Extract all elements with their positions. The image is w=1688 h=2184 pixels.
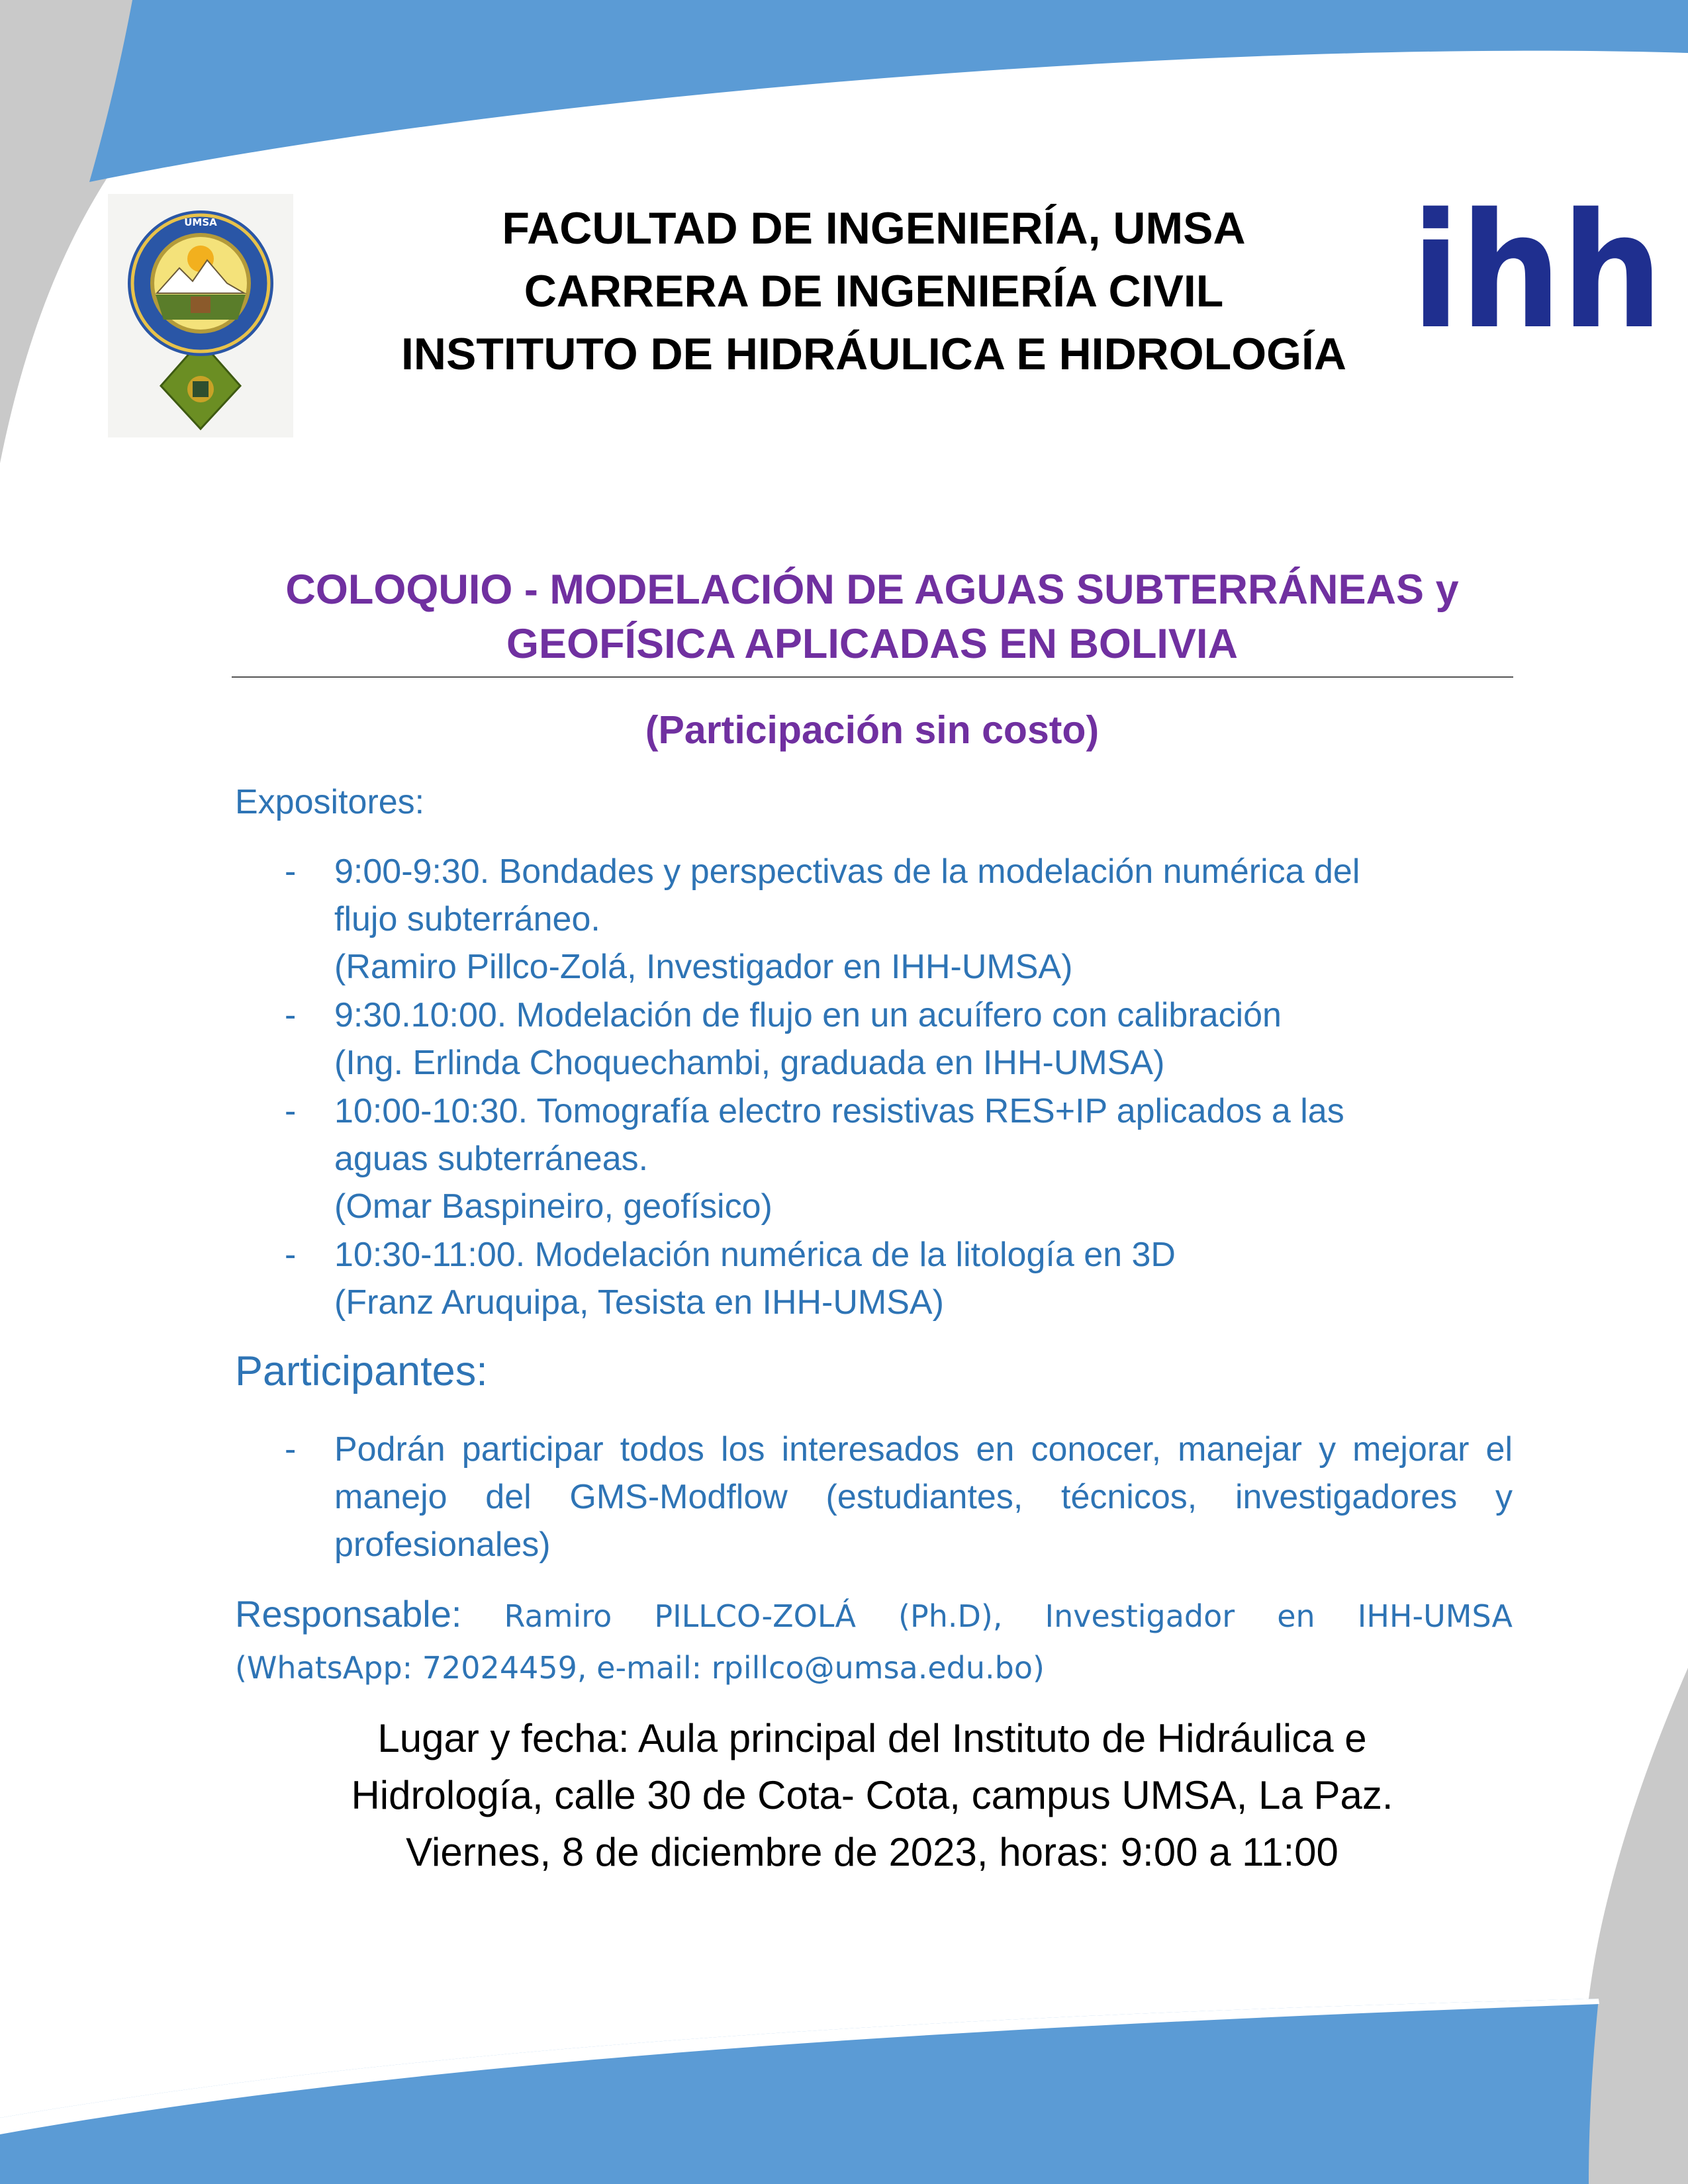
speaker-bullet: - [285,1236,297,1274]
speaker-item-1 [334,848,1513,991]
speaker-4-topic: 10:30-11:00. Modelación numérica de la litología en 3D [334,1236,1176,1274]
speaker-bullet: - [285,996,297,1034]
ihh-logo [1410,194,1665,336]
speaker-4-name: (Franz Aruquipa, Tesista en IHH-UMSA) [334,1283,944,1322]
speaker-item-4 [334,1231,1513,1326]
speaker-item-2 [334,991,1513,1087]
umsa-seal-logo [108,194,293,437]
header-faculty: FACULTAD DE INGENIERÍA, UMSA [502,203,1246,253]
event-title-line1: COLOQUIO - MODELACIÓN DE AGUAS SUBTERRÁNEAS y [285,567,1459,613]
header-institute: INSTITUTO DE HIDRÁULICA E HIDROLOGÍA [401,329,1346,379]
venue-date: Viernes, 8 de diciembre de 2023, horas: 9:00 a 11:00 [406,1830,1338,1874]
participants-bullet: - [285,1430,297,1469]
responsible-line1 [235,1588,1513,1642]
cost-note: (Participación sin costo) [645,708,1100,752]
institution-header [318,197,1430,386]
responsible-block [235,1588,1513,1694]
responsible-word: (Ph.D), [898,1598,1003,1634]
participants-text: Podrán participar todos los interesados en conocer, manejar y mejorar el manejo del GMS-Modflow (estudiantes, técnicos, investigadores y profesionales) [334,1430,1513,1564]
speaker-2-topic: 9:30.10:00. Modelación de flujo en un acuífero con calibración [334,996,1282,1034]
venue-line1: Lugar y fecha: Aula principal del Instituto de Hidráulica e [377,1716,1367,1760]
speaker-item-3 [334,1087,1513,1230]
umsa-seal-ring-text: UMSA [184,216,217,228]
ihh-logo-text: ihh [1411,194,1663,336]
responsible-word: IHH-UMSA [1357,1598,1513,1634]
venue-block [232,1710,1513,1881]
speaker-1-name: (Ramiro Pillco-Zolá, Investigador en IHH-UMSA) [334,948,1073,986]
speaker-3-topic: 10:00-10:30. Tomografía electro resistivas RES+IP aplicados a las [334,1092,1344,1130]
speaker-2-name: (Ing. Erlinda Choquechambi, graduada en IHH-UMSA) [334,1044,1165,1082]
participants-label: Participantes: [235,1348,488,1394]
header-career: CARRERA DE INGENIERÍA CIVIL [524,266,1224,316]
responsible-contact: (WhatsApp: 72024459, e-mail: rpillco@umsa.edu.bo) [235,1650,1045,1686]
speaker-3-topic-cont: aguas subterráneas. [334,1140,649,1178]
speaker-1-topic: 9:00-9:30. Bondades y perspectivas de la modelación numérica del [334,852,1360,891]
responsible-word: Investigador [1045,1598,1235,1634]
responsible-word: Ramiro [504,1598,612,1634]
title-divider [232,676,1513,678]
speakers-label: Expositores: [235,783,425,821]
speaker-3-name: (Omar Baspineiro, geofísico) [334,1187,773,1226]
speaker-1-topic-cont: flujo subterráneo. [334,900,600,938]
responsible-word: en [1277,1598,1315,1634]
responsible-word: PILLCO-ZOLÁ [654,1598,856,1634]
top-blue-swoosh [89,0,1688,182]
event-title [232,563,1513,671]
speaker-bullet: - [285,852,297,891]
venue-line2: Hidrología, calle 30 de Cota- Cota, campus UMSA, La Paz. [351,1773,1393,1817]
responsible-label: Responsable: [235,1593,462,1635]
speaker-bullet: - [285,1092,297,1130]
bottom-gray-swoosh [1589,1668,1688,2184]
event-title-line2: GEOFÍSICA APLICADAS EN BOLIVIA [506,621,1238,667]
